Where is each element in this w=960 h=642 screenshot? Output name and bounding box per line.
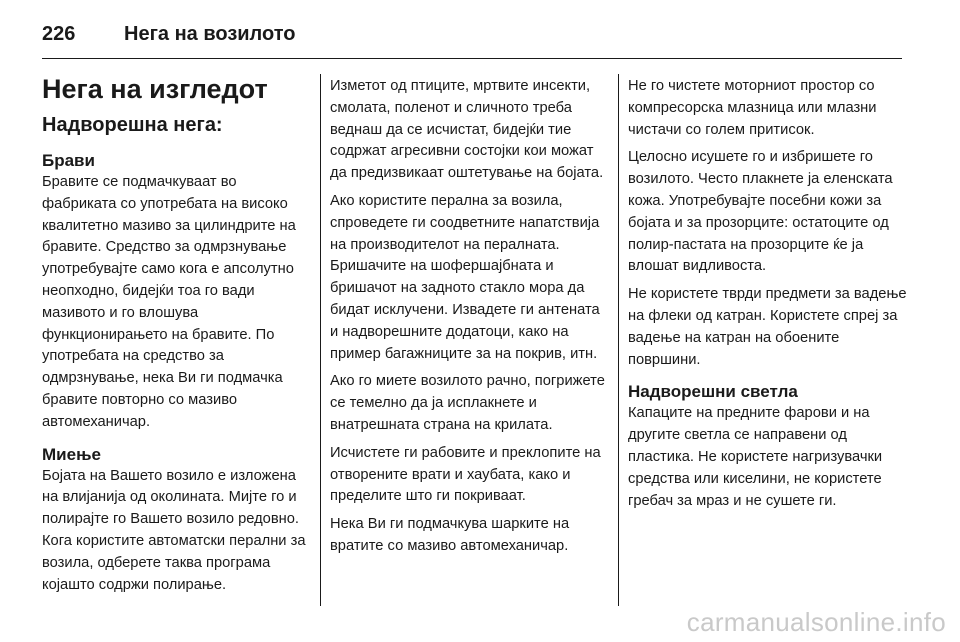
header-rule: [42, 58, 902, 59]
column-divider-2: [618, 74, 619, 606]
heading-locks: Брави: [42, 151, 95, 170]
subtitle-exterior-care: Надворешна нега:: [42, 114, 223, 136]
exterior-lights-paragraph: Капаците на предните фарови и на другите светла се направени од пластика. Не користете нагризувачки средства или киселини, не користете гребач за мраз и не сушете ги.: [628, 405, 883, 509]
paragraph-car-wash: Ако користите перална за возила, спроведете ги соодветните напатствија на производителот на пералната. Бришачите на шофершајбната и бришачот на задното стакло мора да бидат исклучени. Извадете ги антената и надворешните додатоци, како на пример багажниците за на покрив, итн.: [330, 192, 600, 362]
locks-paragraph: Бравите се подмачкуваат во фабриката со употребата на високо квалитетно мазиво за цилиндрите на бравите. Средство за одмрзнување употребувајте само кога е апсолутно неопходно, бидејќи тоа го вади мазивото и го влошува функционирањето на бравите. По употребата на средство за одмрзнување, нека Ви ги подмачка бравите повторно со мазиво автомеханичар.: [42, 174, 296, 430]
page-header: [42, 14, 902, 54]
washing-paragraph: Бојата на Вашето возило е изложена на влијанија од околината. Мијте го и полирајте го Вашето возило редовно. Кога користите автоматски перални за возила, одберете таква програма којашто содржи полирање.: [42, 467, 306, 593]
paragraph-door-edges: Исчистете ги рабовите и преклопите на отворените врати и хаубата, како и пределите што ги покриваат.: [330, 444, 601, 505]
column-divider-1: [320, 74, 321, 606]
paragraph-hand-wash: Ако го миете возилото рачно, погрижете се темелно да ја исплакнете и внатрешната страна на крилата.: [330, 373, 605, 433]
paragraph-bird-droppings: Изметот од птиците, мртвите инсекти, смолата, поленот и сличното треба веднаш да се исчистат, бидејќи тие содржат агресивни состојки кои можат да предизвикаат оштетување на бојата.: [330, 78, 604, 182]
column-1: [42, 72, 310, 602]
column-3: [628, 76, 908, 518]
paragraph-hinges: Нека Ви ги подмачкува шарките на вратите со мазиво автомеханичар.: [330, 516, 570, 554]
paragraph-drying: Целосно исушете го и избришете го возилото. Често плакнете ја еленската кожа. Употребувајте посебни кожи за бојата и за прозорците: остатоците од полир-пастата на прозорците ќе ја влошат видливоста.: [628, 149, 893, 275]
page-title: Нега на изгледот: [42, 74, 268, 104]
heading-washing: Миење: [42, 444, 101, 464]
watermark: carmanualsonline.info: [686, 607, 946, 637]
section-title: Нега на возилото: [124, 22, 296, 45]
heading-exterior-lights: Надворешни светла: [628, 382, 798, 402]
page-number: 226: [42, 22, 76, 45]
paragraph-tar-stains: Не користете тврди предмети за вадење на флеки од катран. Користете спреј за вадење на катран на обоените површини.: [628, 286, 907, 368]
column-2: [330, 76, 610, 564]
paragraph-engine-bay: Не го чистете моторниот простор со компресорска млазница или млазни чистачи со голем притисок.: [628, 78, 877, 138]
